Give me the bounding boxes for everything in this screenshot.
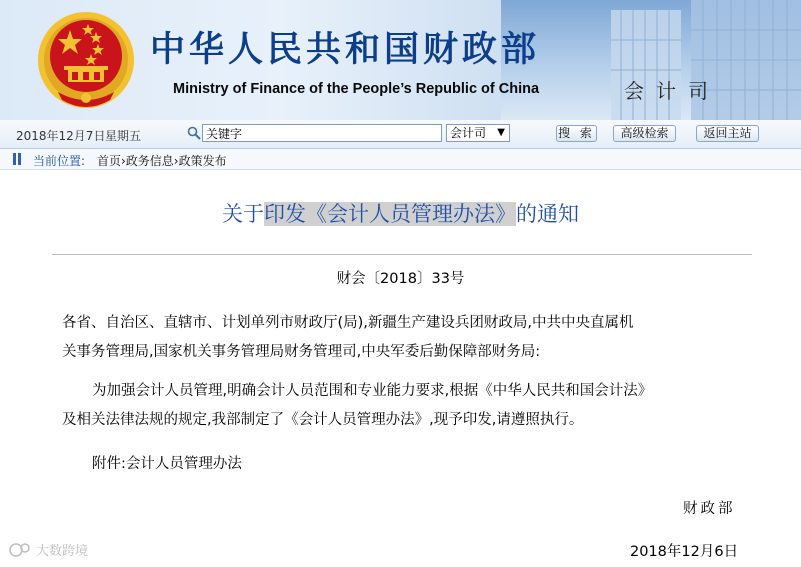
breadcrumb-path[interactable]: 首页›政务信息›政策发布: [97, 154, 227, 168]
article-title-suffix: 的通知: [516, 202, 579, 226]
document-number: 财会〔2018〕33号: [336, 271, 465, 287]
recipients-line-2: 关事务管理局,国家机关事务管理局财务管理司,中央军委后勤保障部财务局:: [62, 344, 541, 360]
article-title-highlight: 印发《会计人员管理办法》: [264, 202, 516, 226]
current-weekday: 星期五: [105, 129, 142, 143]
header-banner: [0, 0, 801, 120]
site-title: 中华人民共和国财政部: [150, 29, 541, 70]
issuer-signature: 财政部: [683, 501, 736, 517]
department-name: 会计司: [624, 79, 720, 103]
body-line-2: 及相关法律法规的规定,我部制定了《会计人员管理办法》,现予印发,请遵照执行。: [62, 412, 584, 428]
title-divider: [52, 254, 752, 255]
advanced-search-button[interactable]: 高级检索: [613, 125, 676, 142]
location-marker-icon: [13, 153, 23, 165]
search-button[interactable]: 搜 索: [556, 125, 597, 142]
search-input[interactable]: [202, 124, 442, 142]
site-title-english: Ministry of Finance of the People’s Republic of China: [173, 81, 540, 97]
recipients-line-1: 各省、自治区、直辖市、计划单列市财政厅(局),新疆生产建设兵团财政局,中共中央直属机: [62, 315, 634, 331]
watermark-logo-icon: [8, 539, 118, 561]
breadcrumb: [0, 149, 801, 170]
search-bar: [0, 120, 801, 149]
search-icon: [187, 126, 201, 140]
search-scope-select[interactable]: [446, 124, 510, 142]
dropdown-arrow-icon: ▼: [497, 127, 505, 138]
article-title: [0, 198, 801, 228]
breadcrumb-label: 当前位置:: [33, 154, 86, 168]
article-title-prefix: 关于: [222, 202, 264, 226]
search-scope-value: 会计司: [450, 126, 487, 140]
issue-date: 2018年12月6日: [630, 544, 739, 560]
attachment-line[interactable]: 附件:会计人员管理办法: [92, 456, 242, 472]
body-line-1: 为加强会计人员管理,明确会计人员范围和专业能力要求,根据《中华人民共和国会计法》: [92, 383, 653, 399]
current-date: 2018年12月7日: [16, 129, 106, 143]
return-home-button[interactable]: 返回主站: [696, 125, 759, 142]
watermark-text: 大数跨境: [36, 544, 89, 559]
national-emblem-icon: [36, 10, 136, 110]
